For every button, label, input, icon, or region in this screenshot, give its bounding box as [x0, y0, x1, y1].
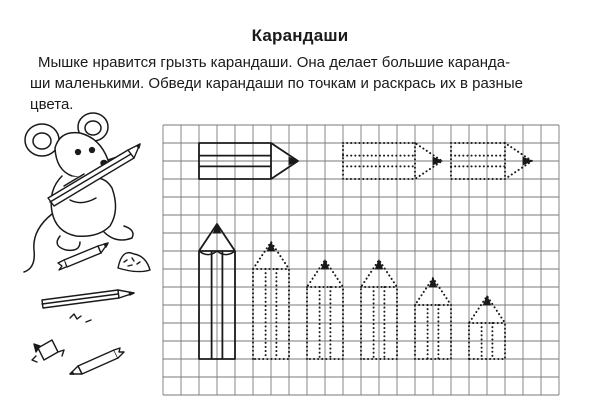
page-title: Карандаши [251, 26, 349, 45]
pencil-short-stub-icon [70, 348, 124, 374]
instructions-line-3: цвета. [30, 96, 74, 113]
broken-pencil-icon [58, 243, 108, 270]
pencil-stub-icon [42, 290, 134, 322]
wood-shavings-icon [118, 253, 150, 272]
instructions-line-2: ши маленькими. Обведи карандаши по точкам и раскрась их в разные [30, 75, 523, 92]
pencil-fragments-icon [32, 340, 64, 362]
instructions-line-1: Мышке нравится грызть карандаши. Она делает большие каранда- [38, 54, 511, 71]
broken-pencils [32, 243, 150, 374]
mouse-illustration [24, 113, 140, 272]
